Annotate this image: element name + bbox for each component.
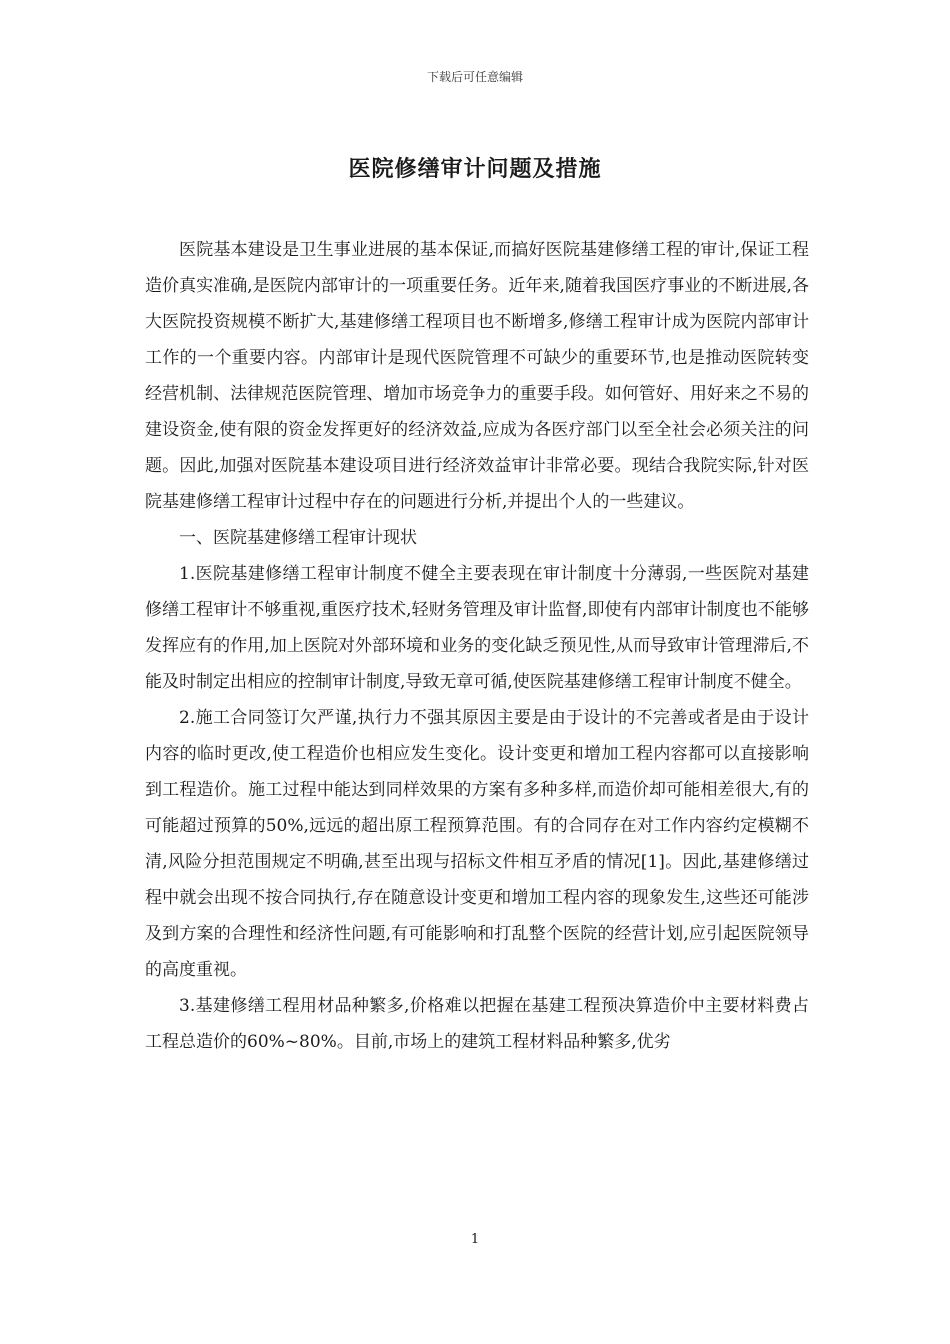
page-header-note: 下载后可任意编辑: [426, 70, 523, 84]
paragraph-item-1: 1.医院基建修缮工程审计制度不健全主要表现在审计制度十分薄弱,一些医院对基建修缮工程审计不够重视,重医疗技术,轻财务管理及审计监督,即使有内部审计制度也不能够发挥应有的作用,加上医院对外部环境和业务的变化缺乏预见性,从而导致审计管理滞后,不能及时制定出相应的控制审计制度,导致无章可循,使医院基建修缮工程审计制度不健全。: [145, 564, 809, 692]
paragraph-intro: 医院基本建设是卫生事业进展的基本保证,而搞好医院基建修缮工程的审计,保证工程造价真实准确,是医院内部审计的一项重要任务。近年来,随着我国医疗事业的不断进展,各大医院投资规模不断扩大,基建修缮工程项目也不断增多,修缮工程审计成为医院内部审计工作的一个重要内容。内部审计是现代医院管理不可缺少的重要环节,也是推动医院转变经营机制、法律规范医院管理、增加市场竞争力的重要手段。如何管好、用好来之不易的建设资金,使有限的资金发挥更好的经济效益,应成为各医疗部门以至全社会必须关注的问题。因此,加强对医院基本建设项目进行经济效益审计非常必要。现结合我院实际,针对医院基建修缮工程审计过程中存在的问题进行分析,并提出个人的一些建议。: [145, 240, 809, 512]
document-body: [145, 232, 809, 1060]
section-heading: 一、医院基建修缮工程审计现状: [179, 528, 417, 548]
document-title: 医院修缮审计问题及措施: [348, 156, 602, 182]
paragraph-item-2: 2.施工合同签订欠严谨,执行力不强其原因主要是由于设计的不完善或者是由于设计内容的临时更改,使工程造价也相应发生变化。设计变更和增加工程内容都可以直接影响到工程造价。施工过程中能达到同样效果的方案有多种多样,而造价却可能相差很大,有的可能超过预算的50%,远远的超出原工程预算范围。有的合同存在对工作内容约定模糊不清,风险分担范围规定不明确,甚至出现与招标文件相互矛盾的情况[1]。因此,基建修缮过程中就会出现不按合同执行,存在随意设计变更和增加工程内容的现象发生,这些还可能涉及到方案的合理性和经济性问题,有可能影响和打乱整个医院的经营计划,应引起医院领导的高度重视。: [145, 708, 809, 980]
paragraph-item-3: 3.基建修缮工程用材品种繁多,价格难以把握在基建工程预决算造价中主要材料费占工程总造价的60%~80%。目前,市场上的建筑工程材料品种繁多,优劣: [145, 996, 809, 1052]
page-number: 1: [470, 1232, 480, 1247]
